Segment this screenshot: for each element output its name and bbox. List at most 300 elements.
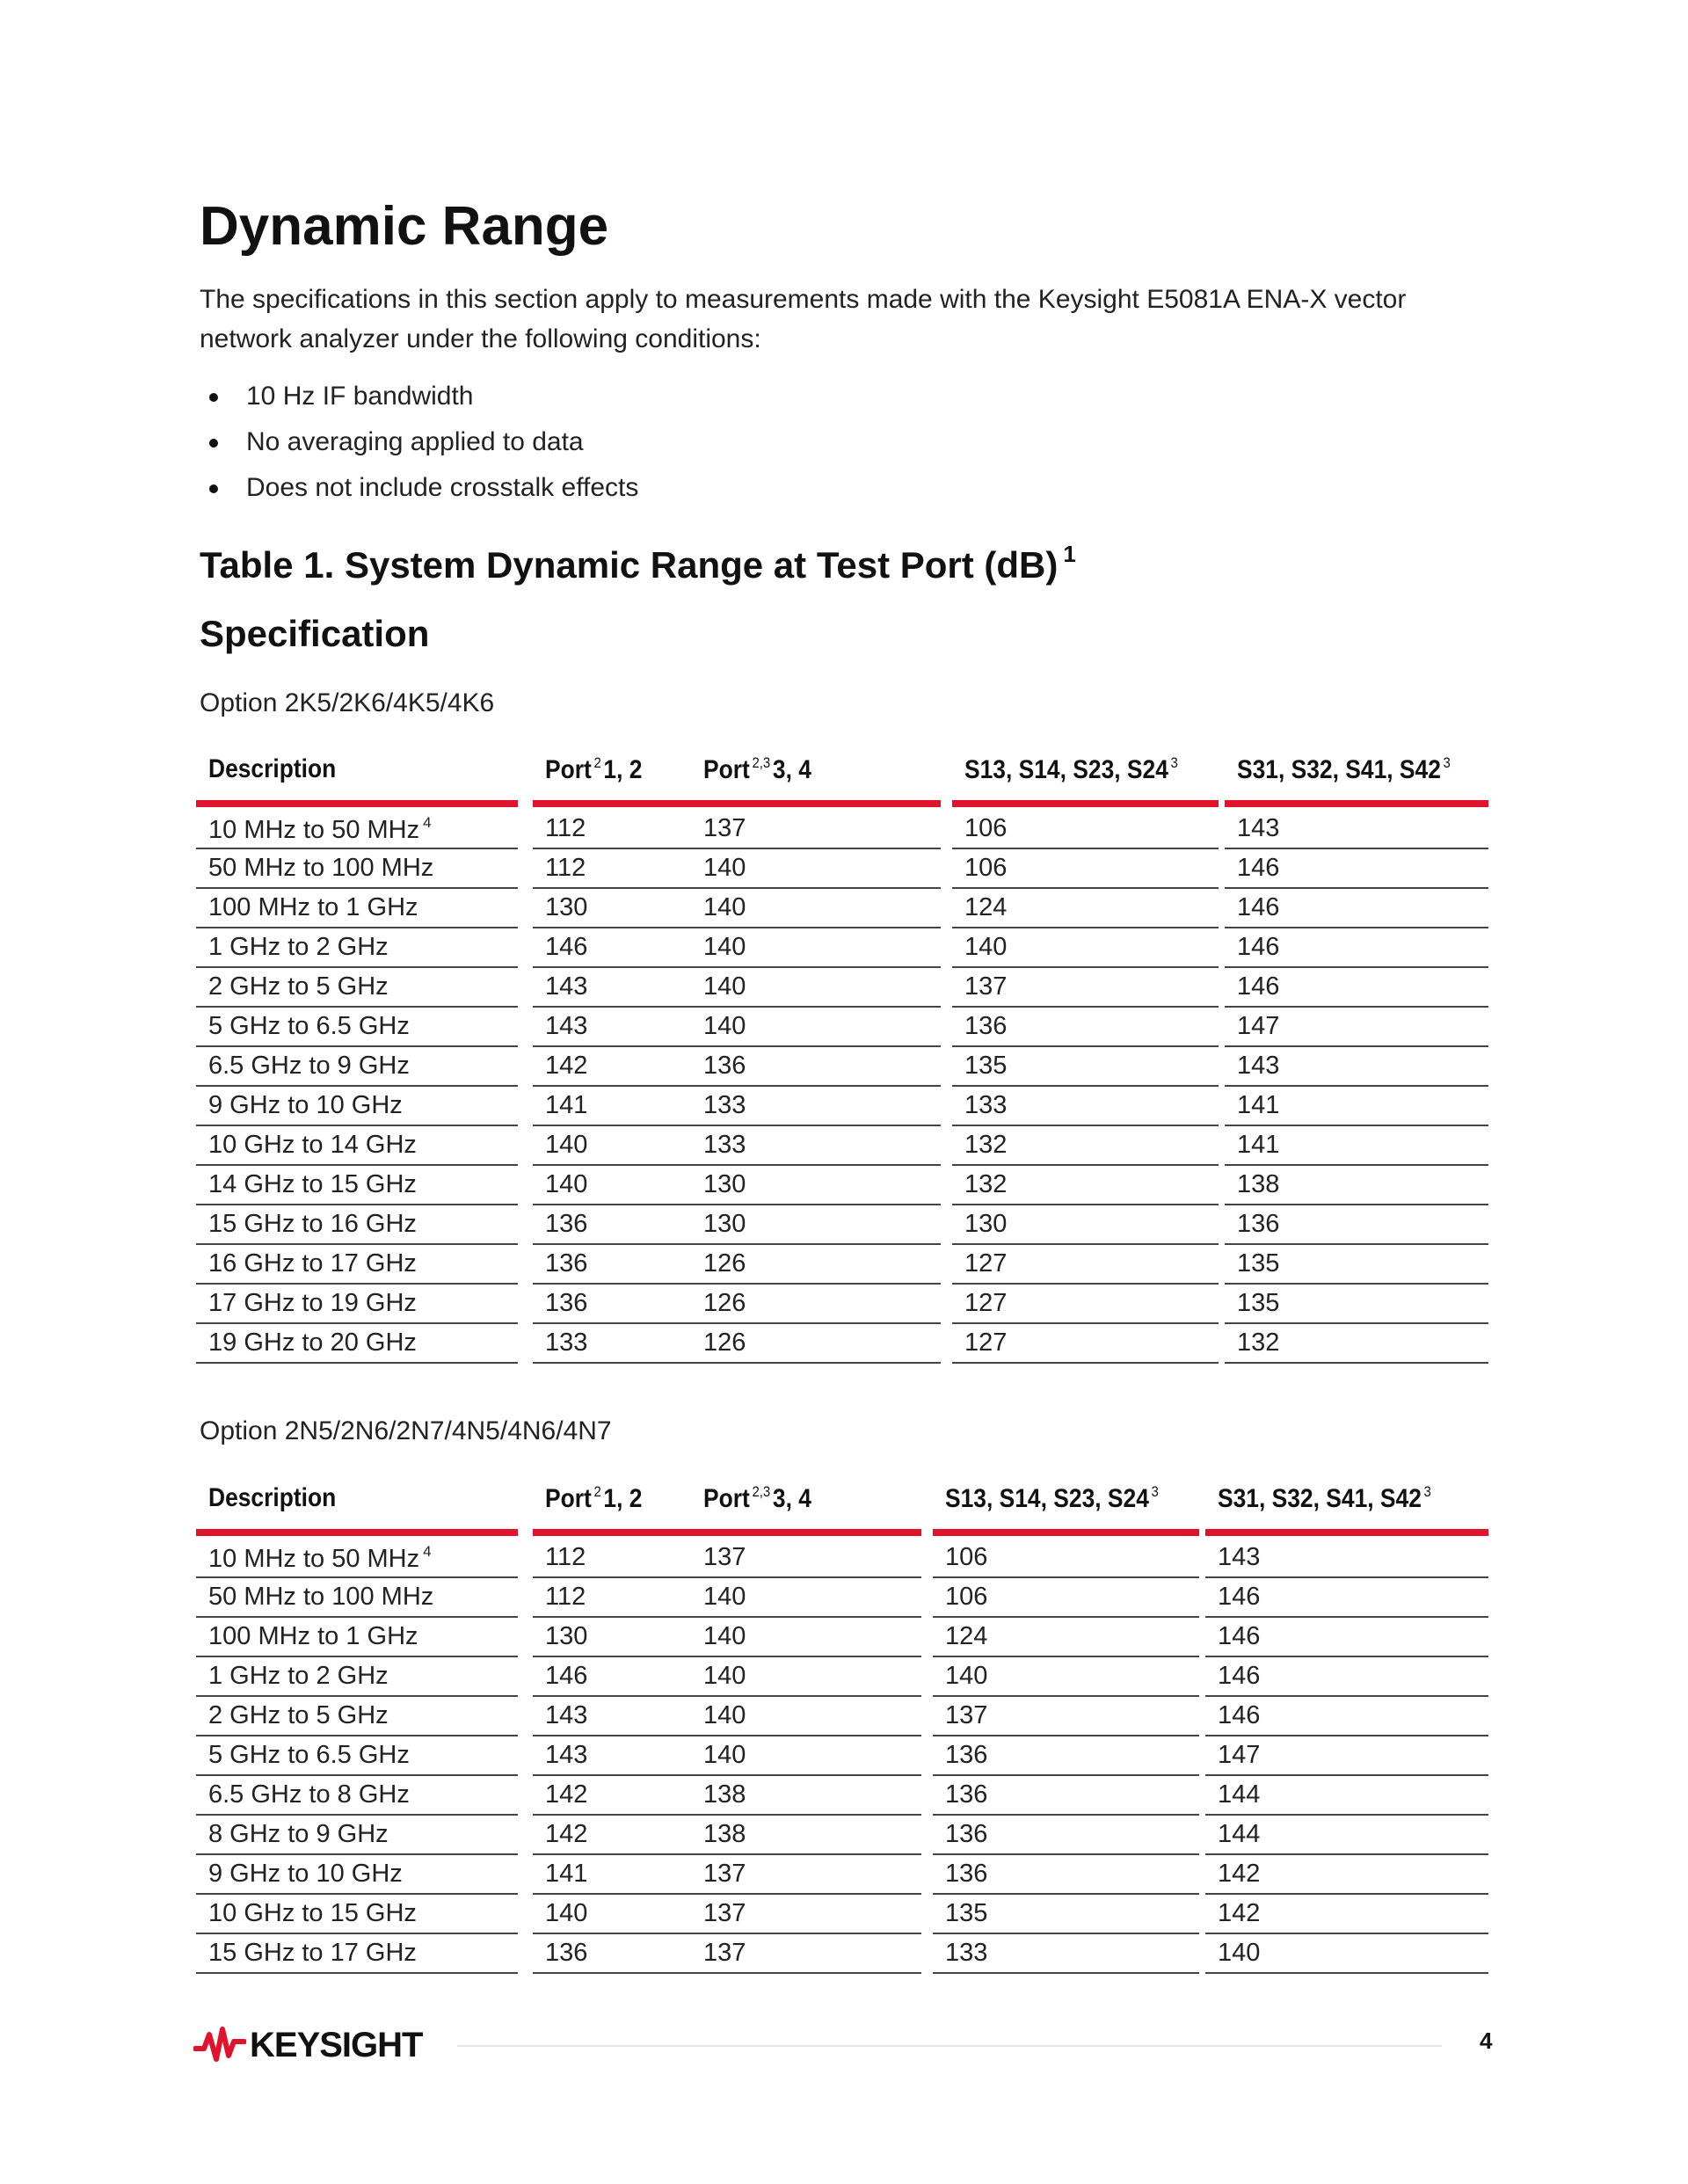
dynamic-range-value xyxy=(945,1622,987,1651)
value-cell xyxy=(933,1815,1199,1855)
list-item-text: 10 Hz IF bandwidth xyxy=(246,382,474,411)
table-row xyxy=(196,1125,1488,1165)
cell-text: 15 GHz to 16 GHz xyxy=(208,1210,417,1238)
value-cell xyxy=(533,1323,695,1364)
dynamic-range-value xyxy=(703,1622,746,1651)
frequency-range xyxy=(208,1741,410,1770)
dynamic-range-value xyxy=(545,1170,587,1199)
table-row xyxy=(196,1007,1488,1046)
list-item-text: Does not include crosstalk effects xyxy=(246,473,639,502)
cell-text: 8 GHz to 9 GHz xyxy=(208,1820,389,1848)
value-cell xyxy=(533,1244,695,1285)
cell-text: 135 xyxy=(964,1052,1008,1080)
dynamic-range-value xyxy=(545,1583,586,1612)
list-item xyxy=(200,374,638,419)
cell-text: 2 GHz to 5 GHz xyxy=(208,1701,389,1729)
cell-text: 141 xyxy=(545,1091,588,1119)
cell-text: 146 xyxy=(1237,854,1280,882)
value-cell xyxy=(691,1125,941,1166)
dynamic-range-value xyxy=(545,1741,587,1770)
description-cell xyxy=(196,1165,518,1205)
description-cell xyxy=(196,1244,518,1285)
cell-text: 50 MHz to 100 MHz xyxy=(208,1583,434,1611)
cell-text: 106 xyxy=(964,814,1008,842)
cell-text: 5 GHz to 6.5 GHz xyxy=(208,1741,410,1769)
cell-text: 124 xyxy=(945,1622,988,1650)
value-cell xyxy=(691,848,941,889)
table-row xyxy=(196,1815,1488,1854)
bullet-icon xyxy=(209,484,218,493)
description-cell xyxy=(196,1815,518,1855)
cell-text: 140 xyxy=(545,1170,588,1198)
table-row xyxy=(196,1046,1488,1086)
value-cell xyxy=(533,1205,695,1245)
dynamic-range-value xyxy=(703,1170,746,1199)
cell-text: 140 xyxy=(945,1662,988,1690)
description-cell xyxy=(196,1284,518,1324)
description-cell xyxy=(196,1086,518,1126)
frequency-range xyxy=(208,933,389,962)
header-text: Description xyxy=(208,1483,337,1512)
cell-text: 137 xyxy=(964,972,1008,1001)
dynamic-range-value xyxy=(703,1939,746,1968)
table-row xyxy=(196,1205,1488,1244)
header-suffix: 1, 2 xyxy=(603,755,643,784)
cell-text: 16 GHz to 17 GHz xyxy=(208,1249,417,1278)
value-cell xyxy=(933,1617,1199,1657)
dynamic-range-value xyxy=(545,1249,587,1278)
value-cell xyxy=(1205,1815,1488,1855)
cell-text: 143 xyxy=(1237,1052,1280,1080)
frequency-range xyxy=(208,1249,417,1278)
description-cell xyxy=(196,1854,518,1895)
value-cell xyxy=(952,1125,1219,1166)
column-header xyxy=(196,746,518,807)
table-row xyxy=(196,1538,1488,1577)
cell-text: 146 xyxy=(1218,1701,1261,1729)
dynamic-range-value xyxy=(703,1741,746,1770)
dynamic-range-value xyxy=(1218,1899,1260,1928)
cell-text: 112 xyxy=(545,854,586,882)
header-accent-bar xyxy=(1225,800,1488,807)
dynamic-range-value xyxy=(1237,972,1279,1001)
cell-text: 1 GHz to 2 GHz xyxy=(208,933,389,961)
value-cell xyxy=(533,888,695,928)
dynamic-range-value xyxy=(703,1289,746,1318)
value-cell xyxy=(691,1696,921,1736)
cell-text: 126 xyxy=(703,1329,746,1357)
value-cell xyxy=(533,848,695,889)
value-cell xyxy=(1205,1538,1488,1578)
frequency-range xyxy=(208,893,418,922)
dynamic-range-value xyxy=(964,1091,1007,1120)
header-accent-bar xyxy=(533,800,695,807)
header-accent-bar xyxy=(533,1529,695,1536)
cell-text: 136 xyxy=(545,1289,588,1317)
value-cell xyxy=(533,1538,695,1578)
value-cell xyxy=(533,1656,695,1697)
frequency-range xyxy=(208,1091,403,1120)
frequency-range xyxy=(208,1131,417,1160)
cell-text: 126 xyxy=(703,1249,746,1278)
value-cell xyxy=(533,1736,695,1776)
dynamic-range-value xyxy=(545,1860,587,1889)
dynamic-range-value xyxy=(964,893,1007,922)
cell-text: 133 xyxy=(964,1091,1008,1119)
description-cell xyxy=(196,1656,518,1697)
description-cell xyxy=(196,848,518,889)
value-cell xyxy=(691,1165,941,1205)
value-cell xyxy=(691,1854,921,1895)
table-title-text: Table 1. System Dynamic Range at Test Port (dB) xyxy=(200,544,1059,586)
value-cell xyxy=(1205,1933,1488,1974)
value-cell xyxy=(691,1538,921,1578)
table-row xyxy=(196,967,1488,1007)
value-cell xyxy=(691,1894,921,1934)
frequency-range xyxy=(208,1780,410,1809)
cell-text: 138 xyxy=(703,1780,746,1809)
table-row xyxy=(196,1165,1488,1205)
cell-text: 130 xyxy=(964,1210,1008,1238)
frequency-range xyxy=(208,1939,417,1968)
header-text: S31, S32, S41, S42 xyxy=(1218,1484,1422,1513)
cell-text: 19 GHz to 20 GHz xyxy=(208,1329,417,1357)
header-text: Port xyxy=(703,755,750,784)
table-row xyxy=(196,1775,1488,1815)
cell-text: 143 xyxy=(545,1701,588,1729)
cell-text: 137 xyxy=(703,1543,746,1571)
cell-text: 127 xyxy=(964,1329,1008,1357)
keysight-wave-icon xyxy=(193,2022,246,2066)
dynamic-range-value xyxy=(545,933,587,962)
cell-text: 106 xyxy=(964,854,1008,882)
cell-text: 133 xyxy=(703,1091,746,1119)
value-cell xyxy=(533,1775,695,1816)
value-cell xyxy=(952,1323,1219,1364)
value-cell xyxy=(533,1046,695,1087)
footnote-marker: 2 xyxy=(593,1483,601,1500)
dynamic-range-value xyxy=(703,1249,746,1278)
cell-text: 140 xyxy=(703,1662,746,1690)
dynamic-range-value xyxy=(1218,1860,1260,1889)
cell-text: 133 xyxy=(703,1131,746,1159)
dynamic-range-value xyxy=(545,1780,587,1809)
dynamic-range-value xyxy=(1237,1170,1279,1199)
dynamic-range-value xyxy=(945,1939,987,1968)
dynamic-range-value xyxy=(1237,1249,1279,1278)
value-cell xyxy=(1225,809,1488,849)
column-header-label xyxy=(545,754,642,785)
cell-text: 144 xyxy=(1218,1780,1261,1809)
value-cell xyxy=(691,1577,921,1618)
intro-paragraph: The specifications in this section apply to measurements made with the Keysight E5081A ENA-X vector network analyzer under the following conditions: xyxy=(200,285,1407,353)
dynamic-range-value xyxy=(945,1820,987,1849)
cell-text: 5 GHz to 6.5 GHz xyxy=(208,1012,410,1040)
column-header xyxy=(196,1474,518,1536)
cell-text: 10 GHz to 14 GHz xyxy=(208,1131,417,1159)
cell-text: 144 xyxy=(1218,1820,1261,1848)
table-row xyxy=(196,1854,1488,1894)
dynamic-range-value xyxy=(1218,1662,1260,1691)
value-cell xyxy=(1205,1696,1488,1736)
table-row xyxy=(196,1577,1488,1617)
dynamic-range-value xyxy=(945,1583,987,1612)
value-cell xyxy=(952,1165,1219,1205)
frequency-range xyxy=(208,1820,389,1849)
cell-text: 142 xyxy=(1218,1860,1261,1888)
dynamic-range-value xyxy=(945,1899,987,1928)
frequency-range xyxy=(208,1662,389,1691)
value-cell xyxy=(533,1617,695,1657)
frequency-range xyxy=(208,814,432,845)
header-suffix: 3, 4 xyxy=(772,1484,811,1513)
value-cell xyxy=(933,1854,1199,1895)
dynamic-range-value xyxy=(703,1701,746,1730)
value-cell xyxy=(933,1656,1199,1697)
cell-text: 140 xyxy=(545,1131,588,1159)
value-cell xyxy=(952,1086,1219,1126)
dynamic-range-value xyxy=(964,933,1007,962)
value-cell xyxy=(533,928,695,968)
column-header xyxy=(691,746,941,807)
description-cell xyxy=(196,1007,518,1047)
dynamic-range-value xyxy=(545,1622,587,1651)
cell-text: 130 xyxy=(703,1210,746,1238)
cell-text: 132 xyxy=(964,1131,1008,1159)
dynamic-range-value xyxy=(945,1662,987,1691)
column-header-label xyxy=(208,754,336,784)
dynamic-range-value xyxy=(964,854,1007,883)
cell-text: 140 xyxy=(703,893,746,921)
table-row xyxy=(196,1696,1488,1736)
cell-text: 130 xyxy=(703,1170,746,1198)
value-cell xyxy=(533,1894,695,1934)
value-cell xyxy=(1225,1244,1488,1285)
option-label-1: Option 2K5/2K6/4K5/4K6 xyxy=(200,688,495,717)
dynamic-range-value xyxy=(1218,1622,1260,1651)
value-cell xyxy=(533,1284,695,1324)
table-row xyxy=(196,1086,1488,1125)
cell-text: 112 xyxy=(545,814,586,842)
column-header-label xyxy=(545,1483,642,1514)
table-row xyxy=(196,1894,1488,1933)
value-cell xyxy=(1225,1165,1488,1205)
cell-text: 135 xyxy=(945,1899,988,1927)
description-cell xyxy=(196,928,518,968)
value-cell xyxy=(933,1894,1199,1934)
dynamic-range-value xyxy=(545,1131,587,1160)
value-cell xyxy=(952,809,1219,849)
header-accent-bar xyxy=(1205,1529,1488,1536)
dynamic-range-value xyxy=(703,1860,746,1889)
value-cell xyxy=(952,928,1219,968)
cell-text: 135 xyxy=(1237,1289,1280,1317)
table-row xyxy=(196,1933,1488,1973)
dynamic-range-value xyxy=(703,893,746,922)
value-cell xyxy=(952,1046,1219,1087)
value-cell xyxy=(1205,1617,1488,1657)
cell-text: 137 xyxy=(703,1860,746,1888)
footnote-marker: 2 xyxy=(593,754,601,771)
cell-text: 138 xyxy=(1237,1170,1280,1198)
dynamic-range-value xyxy=(945,1543,987,1572)
dynamic-range-value xyxy=(1237,1052,1279,1081)
value-cell xyxy=(1225,1323,1488,1364)
frequency-range xyxy=(208,972,389,1001)
value-cell xyxy=(533,1815,695,1855)
dynamic-range-value xyxy=(545,1939,587,1968)
bullet-icon xyxy=(209,439,218,448)
cell-text: 140 xyxy=(703,1583,746,1611)
header-suffix: 1, 2 xyxy=(603,1484,643,1513)
column-header xyxy=(533,746,695,807)
dynamic-range-value xyxy=(1218,1820,1260,1849)
dynamic-range-value xyxy=(1237,1289,1279,1318)
value-cell xyxy=(691,1323,941,1364)
value-cell xyxy=(1205,1894,1488,1934)
frequency-range xyxy=(208,1052,410,1081)
option-label-2: Option 2N5/2N6/2N7/4N5/4N6/4N7 xyxy=(200,1416,612,1445)
cell-text: 100 MHz to 1 GHz xyxy=(208,893,418,921)
value-cell xyxy=(533,1696,695,1736)
cell-text: 146 xyxy=(1237,972,1280,1001)
cell-text: 140 xyxy=(703,933,746,961)
column-header xyxy=(1225,746,1488,807)
value-cell xyxy=(533,1854,695,1895)
cell-text: 140 xyxy=(703,1741,746,1769)
dynamic-range-value xyxy=(545,1210,587,1239)
footnote-marker: 4 xyxy=(423,1543,432,1560)
cell-text: 10 MHz to 50 MHz xyxy=(208,816,420,844)
header-accent-bar xyxy=(196,800,518,807)
table-row xyxy=(196,1656,1488,1696)
dynamic-range-value xyxy=(1218,1939,1260,1968)
value-cell xyxy=(1205,1656,1488,1697)
cell-text: 137 xyxy=(945,1701,988,1729)
value-cell xyxy=(952,888,1219,928)
cell-text: 138 xyxy=(703,1820,746,1848)
cell-text: 127 xyxy=(964,1289,1008,1317)
cell-text: 140 xyxy=(545,1899,588,1927)
description-cell xyxy=(196,1617,518,1657)
column-header-label xyxy=(208,1483,336,1513)
dynamic-range-value xyxy=(945,1780,987,1809)
value-cell xyxy=(1225,888,1488,928)
dynamic-range-value xyxy=(1237,1329,1279,1358)
frequency-range xyxy=(208,1012,410,1041)
column-header xyxy=(691,1474,921,1536)
cell-text: 127 xyxy=(964,1249,1008,1278)
dynamic-range-value xyxy=(703,933,746,962)
column-header-label xyxy=(703,1483,811,1514)
cell-text: 136 xyxy=(1237,1210,1280,1238)
dynamic-range-value xyxy=(1237,854,1279,883)
dynamic-range-value xyxy=(964,1052,1007,1081)
table-title xyxy=(200,541,1076,586)
cell-text: 10 MHz to 50 MHz xyxy=(208,1545,420,1573)
header-accent-bar xyxy=(691,800,941,807)
table-row xyxy=(196,1736,1488,1775)
frequency-range xyxy=(208,1289,417,1318)
bullet-icon xyxy=(209,393,218,402)
cell-text: 112 xyxy=(545,1583,586,1611)
cell-text: 140 xyxy=(703,1622,746,1650)
value-cell xyxy=(691,1086,941,1126)
dynamic-range-value xyxy=(703,972,746,1001)
cell-text: 142 xyxy=(545,1780,588,1809)
description-cell xyxy=(196,1205,518,1245)
value-cell xyxy=(952,848,1219,889)
cell-text: 136 xyxy=(945,1860,988,1888)
dynamic-range-value xyxy=(703,1329,746,1358)
description-cell xyxy=(196,1323,518,1364)
dynamic-range-value xyxy=(545,1052,587,1081)
dynamic-range-value xyxy=(964,1329,1007,1358)
header-text: S13, S14, S23, S24 xyxy=(964,755,1168,784)
value-cell xyxy=(952,1205,1219,1245)
cell-text: 9 GHz to 10 GHz xyxy=(208,1860,403,1888)
dynamic-range-value xyxy=(964,1131,1007,1160)
dynamic-range-value xyxy=(1237,1012,1279,1041)
value-cell xyxy=(691,1933,921,1974)
table-row xyxy=(196,848,1488,888)
dynamic-range-value xyxy=(703,1131,746,1160)
header-text: Description xyxy=(208,754,337,783)
frequency-range xyxy=(208,1210,417,1239)
dynamic-range-value xyxy=(545,893,587,922)
cell-text: 141 xyxy=(545,1860,588,1888)
value-cell xyxy=(952,967,1219,1008)
list-item xyxy=(200,465,638,511)
description-cell xyxy=(196,1696,518,1736)
dynamic-range-value xyxy=(964,1170,1007,1199)
value-cell xyxy=(533,1086,695,1126)
cell-text: 106 xyxy=(945,1543,988,1571)
header-accent-bar xyxy=(691,1529,921,1536)
dynamic-range-value xyxy=(545,1289,587,1318)
dynamic-range-value xyxy=(1237,1091,1279,1120)
cell-text: 136 xyxy=(964,1012,1008,1040)
dynamic-range-value xyxy=(1237,893,1279,922)
dynamic-range-value xyxy=(945,1701,987,1730)
list-item-text: No averaging applied to data xyxy=(246,427,584,456)
column-header-label xyxy=(1218,1483,1434,1514)
frequency-range xyxy=(208,1543,432,1574)
frequency-range xyxy=(208,1860,403,1889)
dynamic-range-value xyxy=(1218,1583,1260,1612)
cell-text: 142 xyxy=(545,1052,588,1080)
value-cell xyxy=(533,1933,695,1974)
value-cell xyxy=(1205,1775,1488,1816)
cell-text: 10 GHz to 15 GHz xyxy=(208,1899,417,1927)
cell-text: 136 xyxy=(545,1210,588,1238)
value-cell xyxy=(933,1577,1199,1618)
value-cell xyxy=(691,888,941,928)
dynamic-range-value xyxy=(964,1289,1007,1318)
footnote-marker: 3 xyxy=(1170,754,1178,771)
cell-text: 112 xyxy=(545,1543,586,1571)
value-cell xyxy=(1225,967,1488,1008)
dynamic-range-value xyxy=(1237,1131,1279,1160)
cell-text: 124 xyxy=(964,893,1008,921)
table-row xyxy=(196,809,1488,848)
footnote-marker: 3 xyxy=(1423,1483,1431,1500)
page-title: Dynamic Range xyxy=(200,196,609,257)
dynamic-range-value xyxy=(703,1583,746,1612)
frequency-range xyxy=(208,1622,418,1651)
dynamic-range-value xyxy=(545,972,587,1001)
footnote-marker: 3 xyxy=(1443,754,1451,771)
